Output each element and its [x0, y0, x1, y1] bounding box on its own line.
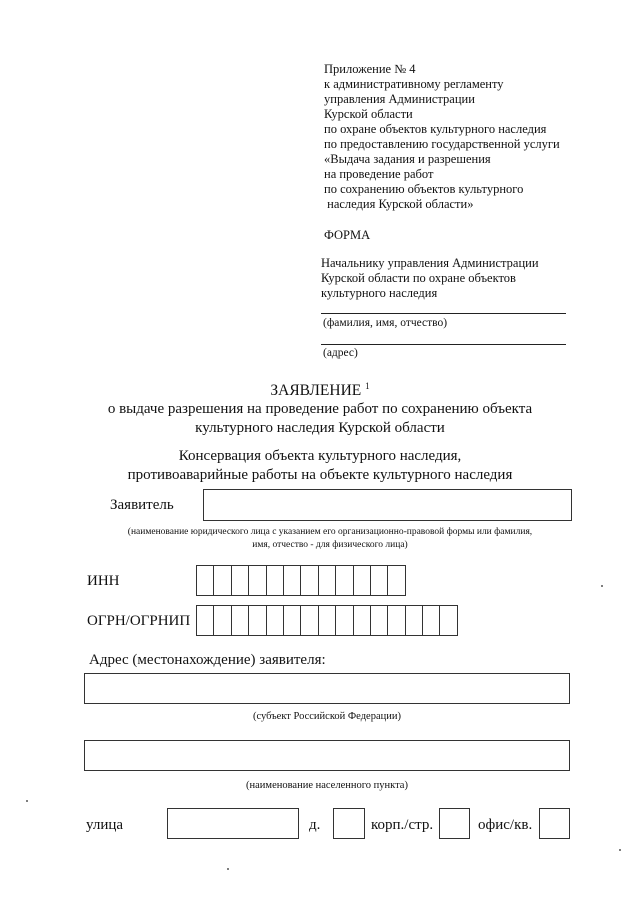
header-line: по охране объектов культурного наследия	[324, 122, 547, 136]
inn-cell[interactable]	[300, 565, 318, 596]
header-line: наследия Курской области»	[324, 197, 474, 211]
appendix-header	[324, 62, 624, 212]
street-field[interactable]	[167, 808, 299, 839]
scan-speck	[227, 868, 229, 870]
recipient-block	[321, 256, 621, 301]
inn-cell[interactable]	[213, 565, 231, 596]
header-line: к административному регламенту	[324, 77, 504, 91]
house-field[interactable]	[333, 808, 365, 839]
locality-caption: (наименование населенного пункта)	[246, 780, 408, 791]
ogrn-cell[interactable]	[370, 605, 388, 636]
address-caption: (адрес)	[323, 347, 358, 359]
scan-speck	[619, 849, 621, 851]
applicant-field[interactable]	[203, 489, 572, 521]
inn-label: ИНН	[87, 573, 120, 589]
ogrn-cell[interactable]	[422, 605, 440, 636]
region-field[interactable]	[84, 673, 570, 704]
ogrn-cell[interactable]	[231, 605, 249, 636]
applicant-label: Заявитель	[110, 497, 174, 513]
inn-cell[interactable]	[266, 565, 284, 596]
ogrn-cell[interactable]	[335, 605, 353, 636]
title-footnote: 1	[365, 381, 370, 391]
header-line: по сохранению объектов культурного	[324, 182, 524, 196]
ogrn-cell[interactable]	[196, 605, 214, 636]
region-caption: (субъект Российской Федерации)	[253, 711, 401, 722]
inn-cell[interactable]	[335, 565, 353, 596]
ogrn-cell[interactable]	[405, 605, 423, 636]
ogrn-cell[interactable]	[266, 605, 284, 636]
inn-cell[interactable]	[318, 565, 336, 596]
ogrn-cell[interactable]	[439, 605, 457, 636]
ogrn-cell[interactable]	[387, 605, 405, 636]
document-subtitle	[0, 400, 640, 438]
office-field[interactable]	[539, 808, 570, 839]
document-title	[0, 381, 640, 400]
inn-cell[interactable]	[387, 565, 405, 596]
locality-field[interactable]	[84, 740, 570, 771]
applicant-hint-line: (наименование юридического лица с указанием его организационно-правовой формы или фамилия,	[127, 527, 533, 537]
ogrn-cell[interactable]	[248, 605, 266, 636]
header-line: Курской области	[324, 107, 413, 121]
form-label: ФОРМА	[324, 228, 371, 242]
applicant-hint	[90, 526, 570, 552]
ogrn-cells[interactable]	[196, 605, 458, 636]
inn-cell[interactable]	[248, 565, 266, 596]
street-label: улица	[86, 817, 124, 833]
recipient-line: культурного наследия	[321, 286, 438, 300]
inn-cell[interactable]	[353, 565, 371, 596]
applicant-hint-line: имя, отчество - для физического лица)	[252, 540, 408, 550]
header-line: по предоставлению государственной услуги	[324, 137, 560, 151]
work-type	[0, 447, 640, 485]
building-label: корп./стр.	[371, 817, 434, 833]
inn-cell[interactable]	[196, 565, 214, 596]
header-line: на проведение работ	[324, 167, 434, 181]
building-field[interactable]	[439, 808, 470, 839]
header-line: управления Администрации	[324, 92, 475, 106]
scan-speck	[26, 800, 28, 802]
work-type-line: Консервация объекта культурного наследия,	[178, 448, 462, 464]
inn-cells[interactable]	[196, 565, 406, 596]
inn-cell[interactable]	[283, 565, 301, 596]
title-text: ЗАЯВЛЕНИЕ	[270, 382, 362, 400]
fio-line[interactable]	[321, 313, 566, 314]
inn-cell[interactable]	[231, 565, 249, 596]
fio-caption: (фамилия, имя, отчество)	[323, 317, 448, 329]
ogrn-cell[interactable]	[283, 605, 301, 636]
scan-speck	[601, 585, 603, 587]
address-line[interactable]	[321, 344, 566, 345]
ogrn-label: ОГРН/ОГРНИП	[87, 613, 191, 629]
ogrn-cell[interactable]	[300, 605, 318, 636]
office-label: офис/кв.	[478, 817, 533, 833]
work-type-line: противоаварийные работы на объекте культурного наследия	[127, 467, 513, 483]
ogrn-cell[interactable]	[213, 605, 231, 636]
recipient-line: Курской области по охране объектов	[321, 271, 516, 285]
header-line: «Выдача задания и разрешения	[324, 152, 491, 166]
header-line: Приложение № 4	[324, 62, 416, 76]
ogrn-cell[interactable]	[353, 605, 371, 636]
subtitle-line: о выдаче разрешения на проведение работ по сохранению объекта	[107, 401, 533, 417]
ogrn-cell[interactable]	[318, 605, 336, 636]
recipient-line: Начальнику управления Администрации	[321, 256, 539, 270]
house-label: д.	[309, 817, 321, 833]
subtitle-line: культурного наследия Курской области	[195, 420, 445, 436]
inn-cell[interactable]	[370, 565, 388, 596]
address-heading: Адрес (местонахождение) заявителя:	[89, 652, 326, 668]
